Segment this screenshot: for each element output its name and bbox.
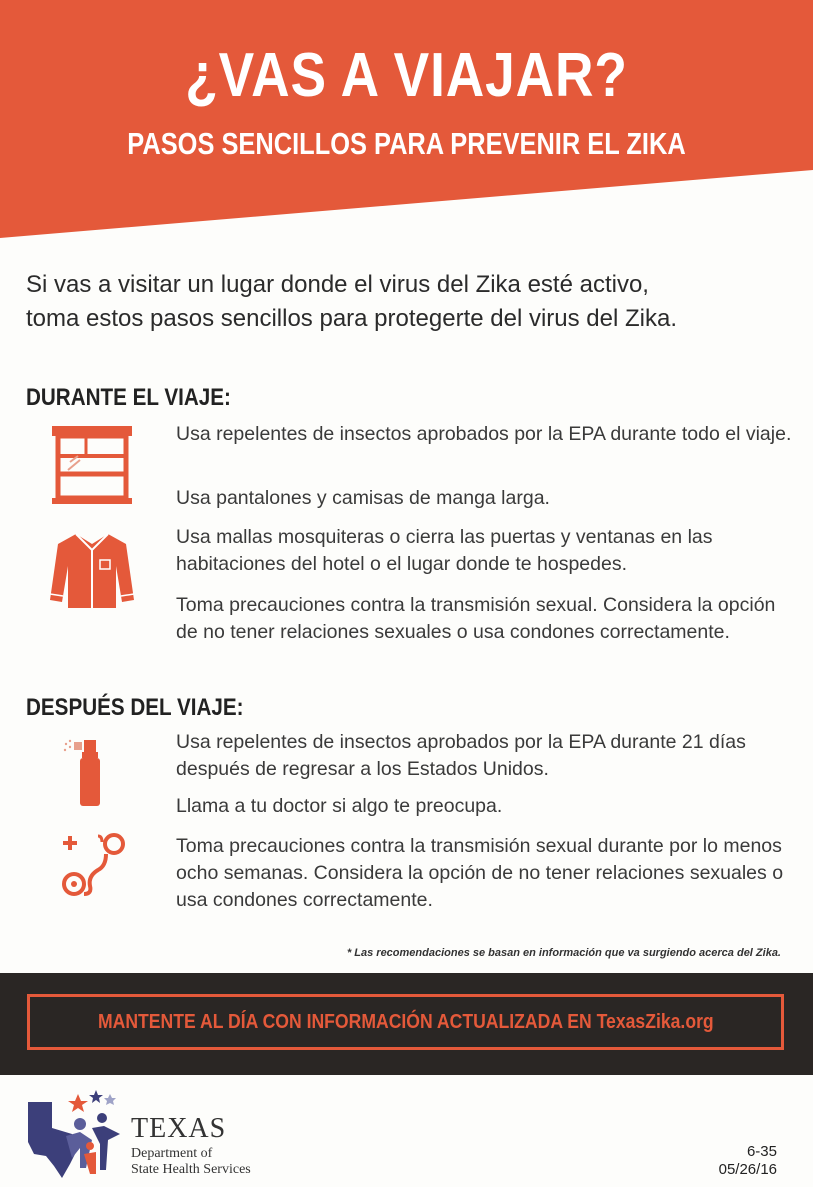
during-item-3: Usa mallas mosquiteras o cierra las puertas y ventanas en las habitaciones del hotel o el lugar donde te hospedes. xyxy=(176,526,713,575)
during-item-2: Usa pantalones y camisas de manga larga. xyxy=(176,487,550,509)
form-date: 05/26/16 xyxy=(718,1161,777,1178)
window-icon xyxy=(50,422,134,506)
shirt-icon xyxy=(46,530,138,610)
page-subtitle: PASOS SENCILLOS PARA PREVENIR EL ZIKA xyxy=(127,126,686,161)
intro-paragraph xyxy=(26,268,796,336)
dept-line-1: Department of xyxy=(131,1146,213,1161)
form-code: 6-35 xyxy=(746,1143,777,1160)
info-banner-box xyxy=(27,994,784,1050)
info-banner xyxy=(0,973,813,1075)
after-heading: DESPUÉS DEL VIAJE: xyxy=(26,694,244,721)
dept-line-2: State Health Services xyxy=(131,1162,251,1177)
after-item-1: Usa repelentes de insectos aprobados por la EPA durante 21 días después de regresar a los Estados Unidos. xyxy=(176,731,746,780)
during-item-4: Toma precauciones contra la transmisión sexual. Considera la opción de no tener relaciones sexuales o usa condones correctamente. xyxy=(176,594,776,643)
page-title: ¿VAS A VIAJAR? xyxy=(185,41,628,110)
header-banner xyxy=(0,0,813,240)
footnote: * Las recomendaciones se basan en información que va surgiendo acerca del Zika. xyxy=(346,947,781,959)
intro-line-2: toma estos pasos sencillos para protegerte del virus del Zika. xyxy=(26,305,677,332)
texas-dshs-logo xyxy=(26,1088,130,1180)
info-banner-text: MANTENTE AL DÍA CON INFORMACIÓN ACTUALIZADA EN TexasZika.org xyxy=(97,1010,714,1033)
intro-line-1: Si vas a visitar un lugar donde el virus del Zika esté activo, xyxy=(26,271,649,298)
repellent-spray-icon xyxy=(62,738,108,808)
after-item-3: Toma precauciones contra la transmisión sexual durante por lo menos ocho semanas. Considera la opción de no tener relaciones sexuales o usa condones correctamente. xyxy=(176,835,784,911)
after-item-2: Llama a tu doctor si algo te preocupa. xyxy=(176,795,503,817)
during-item-1: Usa repelentes de insectos aprobados por la EPA durante todo el viaje. xyxy=(176,423,792,445)
org-name: TEXAS xyxy=(131,1113,227,1144)
during-heading: DURANTE EL VIAJE: xyxy=(26,384,231,411)
stethoscope-icon xyxy=(58,832,130,898)
